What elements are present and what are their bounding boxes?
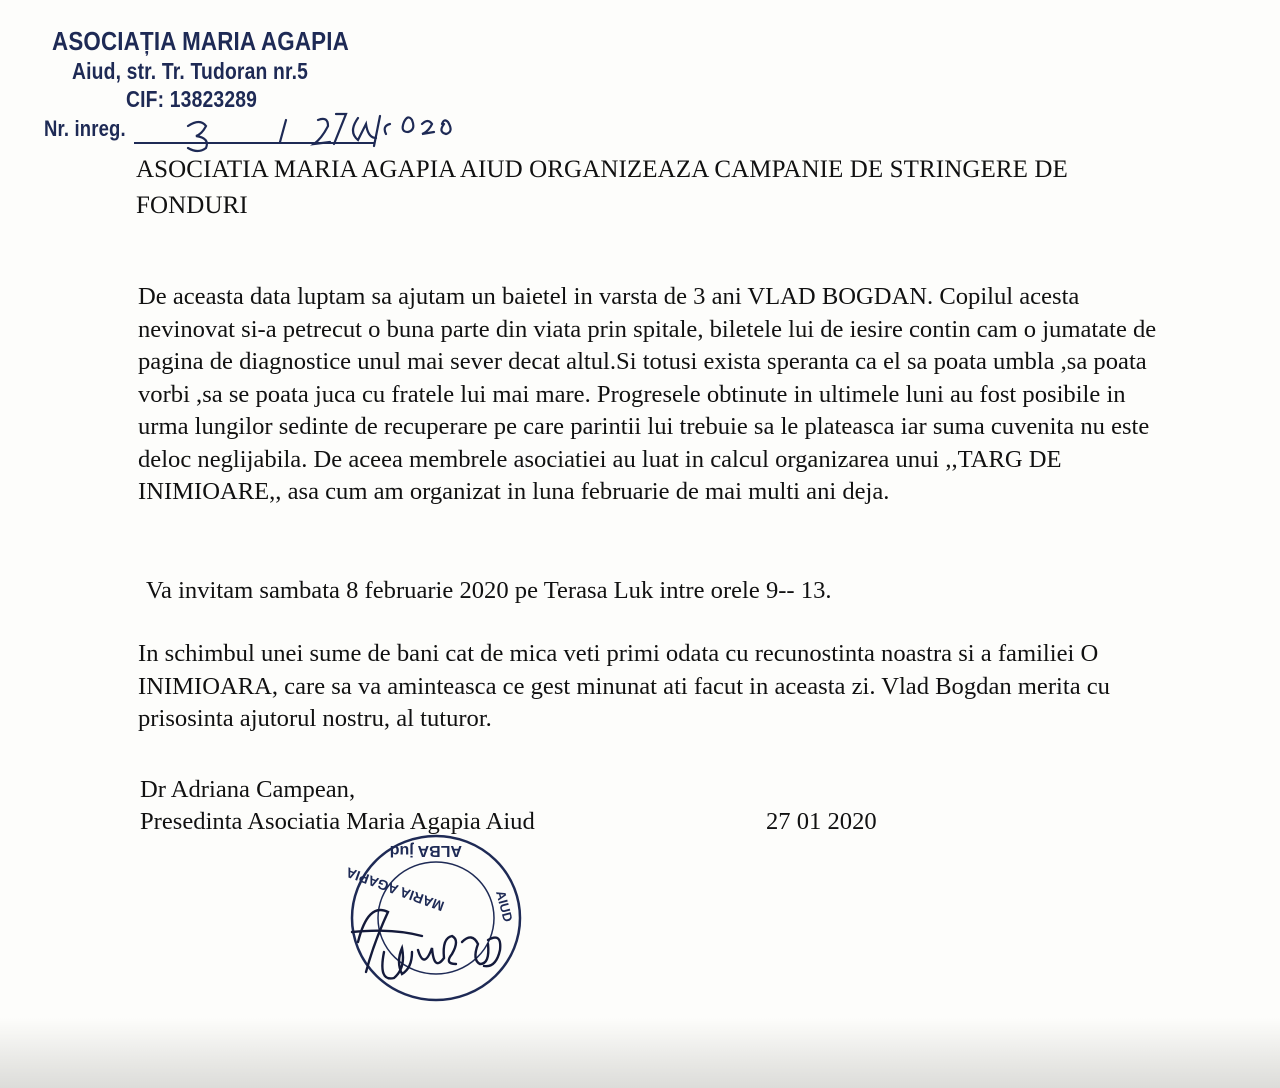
org-cif: CIF: 13823289 [126, 86, 258, 112]
seal-text-top: ALBA jud [389, 842, 462, 859]
svg-text:MARIA AGAPIA: MARIA AGAPIA [343, 864, 447, 915]
association-header-stamp [44, 22, 484, 152]
org-name: ASOCIAȚIA MARIA AGAPIA [52, 26, 349, 56]
invitation-paragraph: Va invitam sambata 8 februarie 2020 pe Terasa Luk intre orele 9-- 13. [146, 577, 832, 604]
document-title: ASOCIATIA MARIA AGAPIA AIUD ORGANIZEAZA CAMPANIE DE STRINGERE DE FONDURI [136, 156, 1068, 219]
closing-paragraph: In schimbul unei sume de bani cat de mica veti primi odata cu recunostinta noastra si a familiei O INIMIOARA, care sa va aminteasca ce gest minunat ati facut in aceasta zi. Vlad Bogdan merita cu prisosinta ajutorul nostru, al tuturor. [138, 640, 1110, 732]
page-bottom-shadow [0, 1018, 1280, 1088]
registration-label: Nr. inreg. [44, 116, 126, 141]
signatory-name: Dr Adriana Campean, [140, 776, 356, 803]
association-seal-with-signature [318, 822, 540, 1022]
svg-text:AIUD: AIUD [493, 888, 516, 924]
org-address: Aiud, str. Tr. Tudoran nr.5 [72, 58, 309, 84]
signature-scribble [352, 910, 500, 978]
signatory-title: Presedinta Asociatia Maria Agapia Aiud [140, 808, 535, 835]
handwritten-registration-number [140, 96, 480, 156]
document-date: 27 01 2020 [766, 808, 877, 835]
body-paragraph: De aceasta data luptam sa ajutam un baietel in varsta de 3 ani VLAD BOGDAN. Copilul acesta nevinovat si-a petrecut o buna parte din viata prin spitale, biletele lui de iesire contin cam o jumatate de pagina de diagnostice unul mai sever decat altul.Si totusi exista speranta ca el sa poata umbla ,sa poata vorbi ,sa se poata juca cu fratele lui mai mare. Progresele obtinute in ultimele luni au fost posibile in urma lungilor sedinte de recuperare pe care parintii lui trebuie sa le plateasca iar suma cuvenita nu este deloc neglijabila. De aceea membrele asociatiei au luat in calcul organizarea unui ,,TARG DE INIMIOARE,, asa cum am organizat in luna februarie de mai multi ani deja. [138, 283, 1157, 505]
